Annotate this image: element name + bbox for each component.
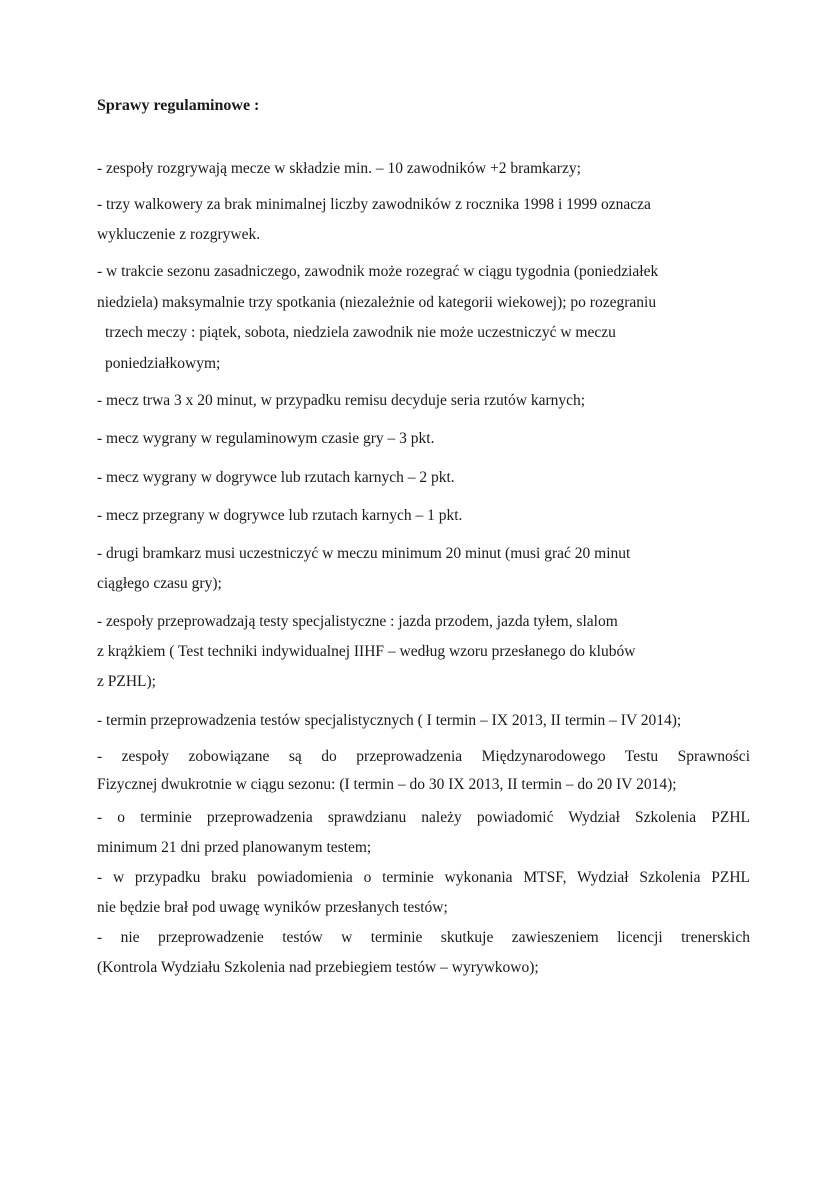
rule-item-overtime-win: - mecz wygrany w dogrywce lub rzutach karnych – 2 pkt.: [97, 469, 455, 486]
rule-item-test-dates: - termin przeprowadzenia testów specjalistycznych ( I termin – IX 2013, II termin – IV 2014);: [97, 712, 682, 729]
rule-item-match-duration: - mecz trwa 3 x 20 minut, w przypadku remisu decyduje seria rzutów karnych;: [97, 392, 586, 409]
rule-item-no-notification-line-2: nie będzie brał pod uwagę wyników przesłanych testów;: [97, 899, 448, 916]
rule-item-match-limit-line-2: niedziela) maksymalnie trzy spotkania (niezależnie od kategorii wiekowej); po rozegraniu: [97, 294, 657, 311]
rule-item-skills-tests-line-3: z PZHL);: [97, 673, 156, 690]
rule-item-overtime-loss: - mecz przegrany w dogrywce lub rzutach karnych – 1 pkt.: [97, 507, 463, 524]
rule-item-fitness-test-line-2: Fizycznej dwukrotnie w ciągu sezonu: (I termin – do 30 IX 2013, II termin – do 20 IV 2014);: [97, 776, 677, 793]
rule-item-walkovers-line-1: - trzy walkowery za brak minimalnej liczby zawodników z rocznika 1998 i 1999 oznacza: [97, 196, 651, 213]
rule-item-second-goalie-line-1: - drugi bramkarz musi uczestniczyć w meczu minimum 20 minut (musi grać 20 minut: [97, 545, 631, 562]
rule-item-match-limit-line-3: trzech meczy : piątek, sobota, niedziela zawodnik nie może uczestniczyć w meczu: [105, 324, 616, 341]
rule-item-match-limit-line-1: - w trakcie sezonu zasadniczego, zawodnik może rozegrać w ciągu tygodnia (poniedziałek: [97, 263, 659, 280]
rule-item-notification-line-1: - o terminie przeprowadzenia sprawdzianu należy powiadomić Wydział Szkolenia PZHL: [97, 809, 750, 826]
rule-item-license-suspension-line-2: (Kontrola Wydziału Szkolenia nad przebiegiem testów – wyrywkowo);: [97, 959, 539, 976]
rule-item-skills-tests-line-1: - zespoły przeprowadzają testy specjalistyczne : jazda przodem, jazda tyłem, slalom: [97, 613, 618, 630]
section-heading: Sprawy regulaminowe :: [97, 97, 260, 114]
rule-item-walkovers-line-2: wykluczenie z rozgrywek.: [97, 226, 261, 243]
rule-item-match-limit-line-4: poniedziałkowym;: [105, 355, 221, 372]
rule-item-squad-size: - zespoły rozgrywają mecze w składzie min. – 10 zawodników +2 bramkarzy;: [97, 160, 581, 177]
rule-item-skills-tests-line-2: z krążkiem ( Test techniki indywidualnej IIHF – według wzoru przesłanego do klubów: [97, 643, 636, 660]
rule-item-second-goalie-line-2: ciągłego czasu gry);: [97, 575, 222, 592]
rule-item-fitness-test-line-1: - zespoły zobowiązane są do przeprowadzenia Międzynarodowego Testu Sprawności: [97, 748, 750, 765]
rule-item-notification-line-2: minimum 21 dni przed planowanym testem;: [97, 839, 372, 856]
rule-item-regular-win: - mecz wygrany w regulaminowym czasie gry – 3 pkt.: [97, 430, 435, 447]
rule-item-no-notification-line-1: - w przypadku braku powiadomienia o terminie wykonania MTSF, Wydział Szkolenia PZHL: [97, 869, 750, 886]
rule-item-license-suspension-line-1: - nie przeprowadzenie testów w terminie skutkuje zawieszeniem licencji trenerskich: [97, 929, 750, 946]
